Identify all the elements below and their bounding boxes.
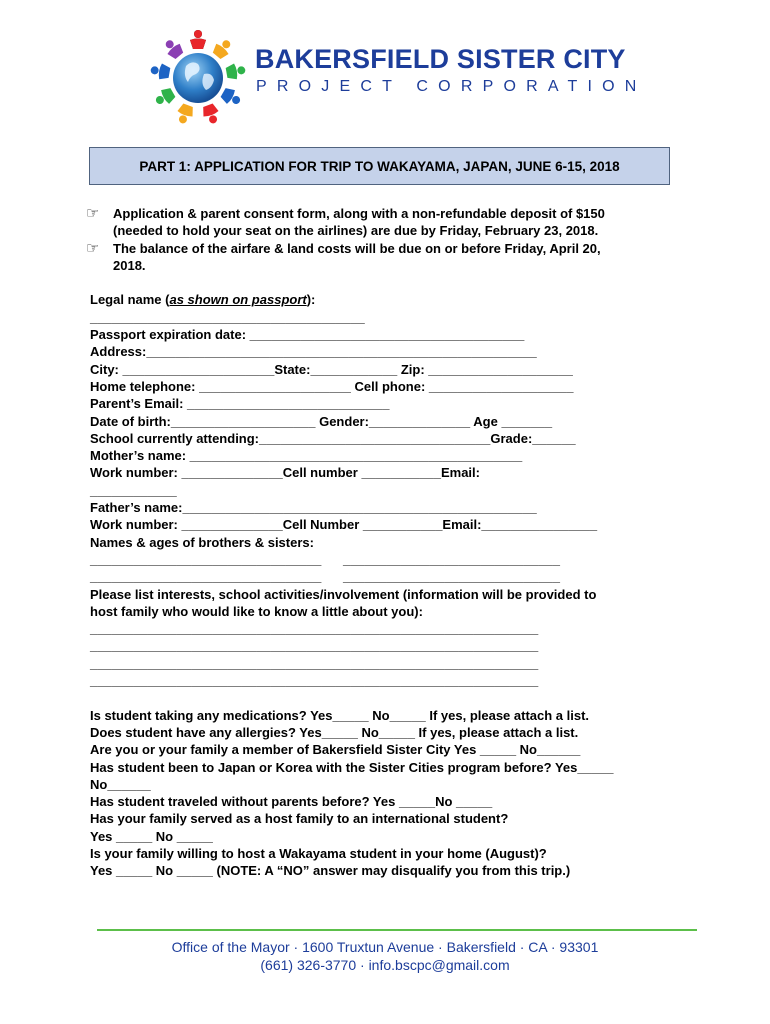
father-name-field[interactable]: Father’s name:_________________________________________________ <box>90 500 537 516</box>
passport-note: as shown on passport <box>169 292 307 308</box>
mother-email-field[interactable]: ____________ <box>90 482 177 498</box>
father-work-field[interactable]: Work number: ______________Cell Number ___________Email:________________ <box>90 517 598 533</box>
bullet-text: Application & parent consent form, along with a non-refundable deposit of $150 <box>113 206 605 221</box>
footer-address: Office of the Mayor · 1600 Truxtun Avenue · Bakersfield · CA · 93301 <box>171 939 599 955</box>
host-wakayama-question: Is your family willing to host a Wakayama student in your home (August)? <box>90 845 547 861</box>
legal-name-field[interactable]: ______________________________________ <box>90 309 365 325</box>
form-body <box>86 204 695 880</box>
siblings-label: Names & ages of brothers & sisters: <box>90 534 314 550</box>
phone-fields[interactable]: Home telephone: _____________________ Cell phone: ____________________ <box>90 378 574 394</box>
siblings-field[interactable]: ________________________________ ______________________________ <box>90 551 560 567</box>
org-subtitle: PROJECT CORPORATION <box>256 78 647 95</box>
footer-divider <box>97 929 697 931</box>
school-grade-field[interactable]: School currently attending:________________________________Grade:______ <box>90 430 576 446</box>
bullet-text: (needed to hold your seat on the airlines) are due by Friday, February 23, 2018. <box>113 223 599 239</box>
label-text: ): <box>306 292 316 308</box>
prior-travel-question[interactable]: Has student been to Japan or Korea with the Sister Cities program before? Yes_____ <box>90 759 614 775</box>
travel-without-parents-question[interactable]: Has student traveled without parents before? Yes _____No _____ <box>90 794 493 810</box>
host-family-answer[interactable]: Yes _____ No _____ <box>90 828 213 844</box>
bullet-item <box>86 238 695 275</box>
host-family-question: Has your family served as a host family to an international student? <box>90 811 509 827</box>
pointing-hand-icon: ☞ <box>86 204 100 222</box>
bullet-text: The balance of the airfare & land costs will be due on or before Friday, April 20, <box>113 240 601 256</box>
prior-travel-no[interactable]: No______ <box>90 776 151 792</box>
bullet-text: 2018. <box>113 257 146 273</box>
allergies-question[interactable]: Does student have any allergies? Yes_____ No_____ If yes, please attach a list. <box>90 724 579 740</box>
interests-field[interactable]: ______________________________________________________________ <box>90 621 539 637</box>
interests-field[interactable]: ______________________________________________________________ <box>90 673 539 689</box>
label-text: Legal name ( <box>90 292 170 308</box>
interests-field[interactable]: ______________________________________________________________ <box>90 638 539 654</box>
passport-expiration-field[interactable]: Passport expiration date: ______________________________________ <box>90 327 525 343</box>
host-wakayama-answer[interactable]: Yes _____ No _____ (NOTE: A “NO” answer may disqualify you from this trip.) <box>90 863 571 879</box>
dob-gender-age-field[interactable]: Date of birth:____________________ Gender:______________ Age _______ <box>90 413 553 429</box>
mother-name-field[interactable]: Mother’s name: ______________________________________________ <box>90 448 523 464</box>
sister-city-logo <box>150 26 246 130</box>
siblings-field[interactable]: ________________________________ ______________________________ <box>90 569 560 585</box>
interests-field[interactable]: ______________________________________________________________ <box>90 655 539 671</box>
bullet-item <box>86 204 695 240</box>
legal-name-label <box>90 291 695 308</box>
membership-question[interactable]: Are you or your family a member of Bakersfield Sister City Yes _____ No______ <box>90 742 581 758</box>
interests-label: Please list interests, school activities/involvement (information will be provided to <box>90 586 597 602</box>
application-title-box <box>89 147 670 185</box>
mother-work-field[interactable]: Work number: ______________Cell number ___________Email: <box>90 465 480 481</box>
footer-contact: (661) 326-3770 · info.bscpc@gmail.com <box>260 957 510 973</box>
medications-question[interactable]: Is student taking any medications? Yes_____ No_____ If yes, please attach a list. <box>90 707 590 723</box>
parent-email-field[interactable]: Parent’s Email: ____________________________ <box>90 396 390 412</box>
application-title: PART 1: APPLICATION FOR TRIP TO WAKAYAMA, JAPAN, JUNE 6-15, 2018 <box>139 158 620 174</box>
interests-label: host family who would like to know a little about you): <box>90 603 423 619</box>
org-name: BAKERSFIELD SISTER CITY <box>255 44 626 74</box>
city-state-zip-field[interactable]: City: _____________________State:____________ Zip: ____________________ <box>90 361 573 377</box>
address-field[interactable]: Address:______________________________________________________ <box>90 344 537 360</box>
pointing-hand-icon: ☞ <box>86 238 100 257</box>
